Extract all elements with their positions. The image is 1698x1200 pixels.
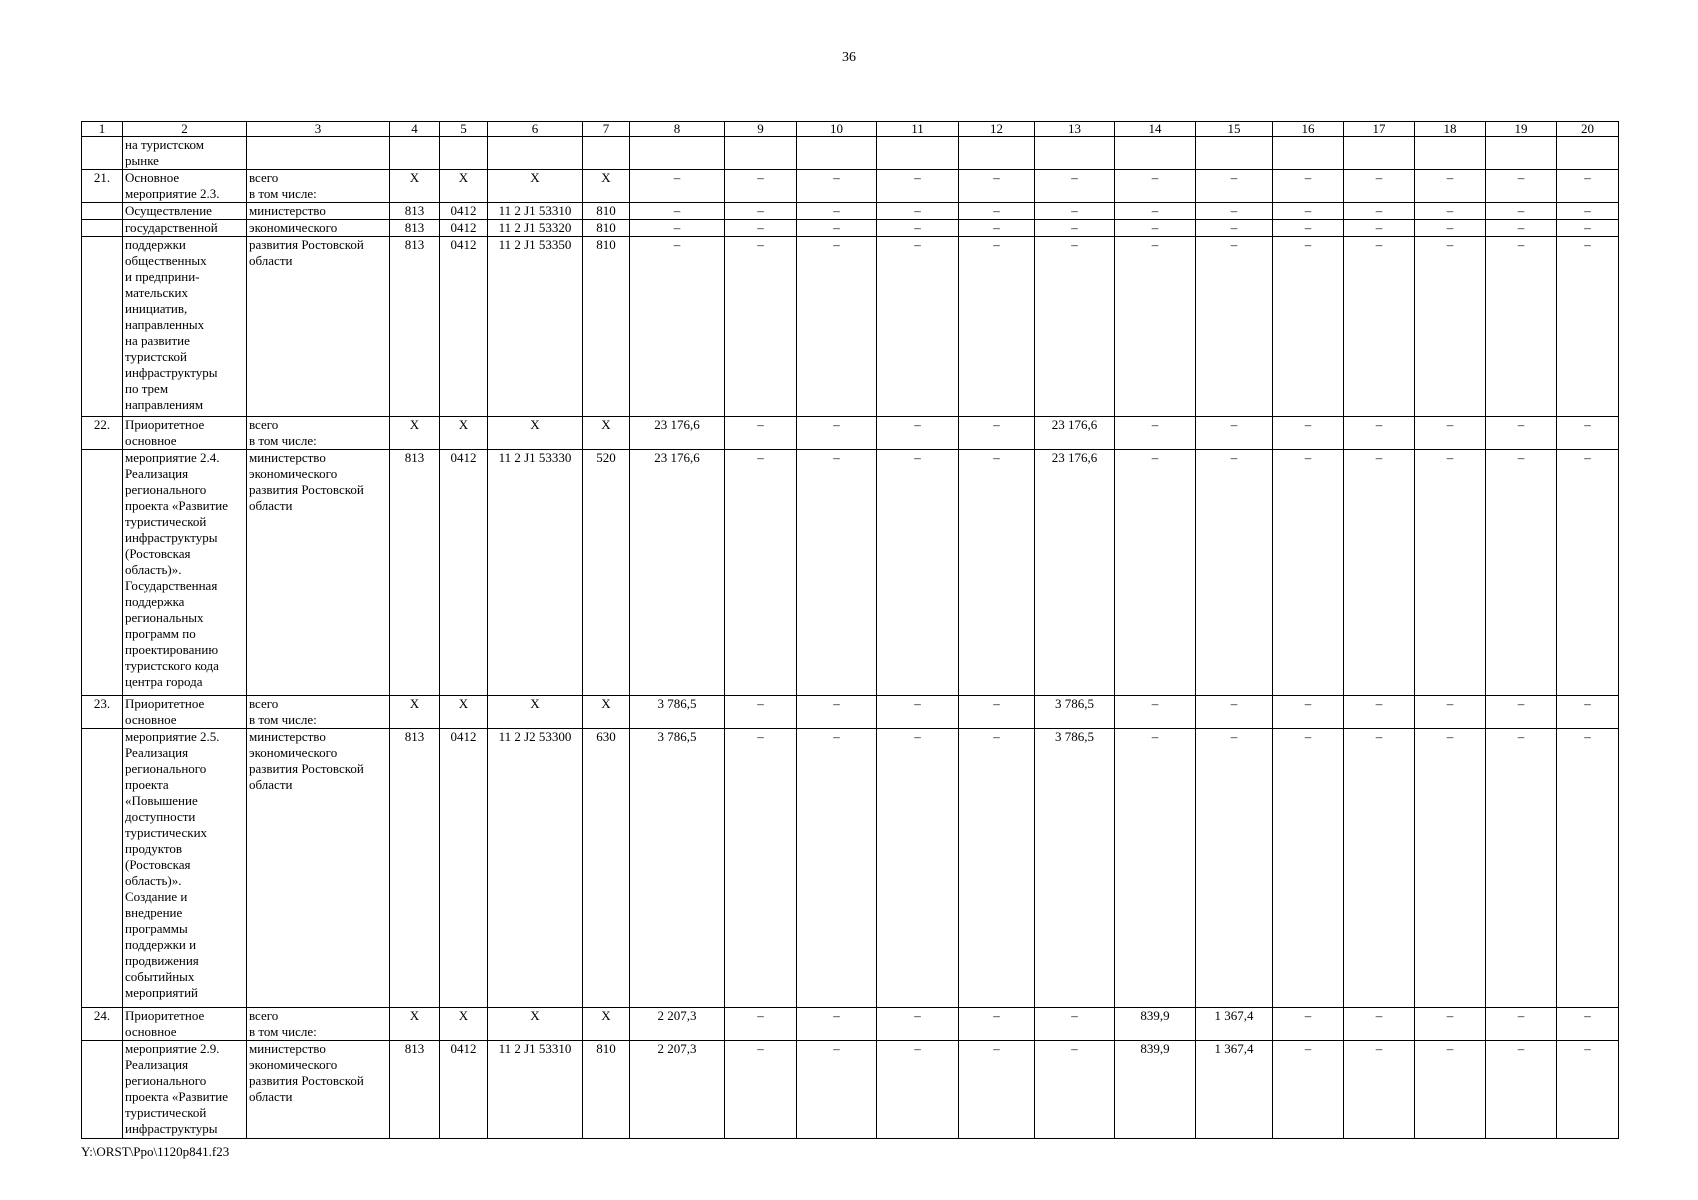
column-number: 8 [630,122,725,137]
year-amount-cell: – [1557,1041,1619,1139]
year-amount-cell: – [1273,237,1344,417]
total-amount-cell: 23 176,6 [630,450,725,696]
column-number: 12 [959,122,1035,137]
measure-name-cell: Приоритетное основное [123,696,247,729]
column-number-row [82,122,1619,137]
executor-cell: экономического [247,220,390,237]
row-number-cell: 24. [82,1008,123,1041]
year-amount-cell: – [877,203,959,220]
year-amount-cell: – [959,1008,1035,1041]
year-amount-cell [1344,137,1415,170]
column-number: 14 [1115,122,1196,137]
section-code-cell: 0412 [440,450,488,696]
year-amount-cell: – [1273,170,1344,203]
year-amount-cell: – [725,696,797,729]
year-amount-cell: – [1486,417,1557,450]
total-amount-cell: 2 207,3 [630,1041,725,1139]
year-amount-cell: – [959,237,1035,417]
year-amount-cell: – [1344,1008,1415,1041]
target-article-code-cell: 11 2 J1 53310 [488,1041,583,1139]
year-amount-cell: – [1344,237,1415,417]
expense-type-code-cell: Х [583,1008,630,1041]
year-amount-cell: – [797,220,877,237]
measure-name-cell: Осуществление [123,203,247,220]
year-amount-cell: – [1035,1041,1115,1139]
table-row [82,1041,1619,1139]
year-amount-cell: – [1415,237,1486,417]
year-amount-cell: – [877,220,959,237]
target-article-code-cell: Х [488,417,583,450]
executor-cell: министерство экономического развития Ростовской области [247,729,390,1008]
year-amount-cell: – [797,1041,877,1139]
year-amount-cell: – [1115,729,1196,1008]
year-amount-cell: – [1115,203,1196,220]
measure-name-cell: на туристском рынке [123,137,247,170]
year-amount-cell: – [877,237,959,417]
measure-name-cell: Основное мероприятие 2.3. [123,170,247,203]
year-amount-cell: – [1557,696,1619,729]
year-amount-cell [1273,137,1344,170]
year-amount-cell: – [1035,220,1115,237]
year-amount-cell [877,137,959,170]
expense-type-code-cell: 810 [583,1041,630,1139]
target-article-code-cell: 11 2 J1 53350 [488,237,583,417]
table-row [82,170,1619,203]
row-number-cell [82,137,123,170]
column-number: 5 [440,122,488,137]
page-number: 36 [842,50,856,65]
year-amount-cell: – [959,729,1035,1008]
total-amount-cell: – [630,203,725,220]
year-amount-cell: – [1035,1008,1115,1041]
row-number-cell [82,450,123,696]
year-amount-cell: – [1196,417,1273,450]
column-number: 15 [1196,122,1273,137]
section-code-cell: 0412 [440,203,488,220]
year-amount-cell: – [877,1041,959,1139]
year-amount-cell: – [1035,170,1115,203]
executor-cell: министерство экономического развития Ростовской области [247,1041,390,1139]
year-amount-cell: – [1344,203,1415,220]
year-amount-cell: – [959,1041,1035,1139]
expense-type-code-cell: 810 [583,220,630,237]
section-code-cell: Х [440,417,488,450]
target-article-code-cell: 11 2 J1 53330 [488,450,583,696]
year-amount-cell: 23 176,6 [1035,417,1115,450]
ministry-code-cell: 813 [390,1041,440,1139]
column-number: 9 [725,122,797,137]
row-number-cell [82,237,123,417]
row-number-cell: 23. [82,696,123,729]
year-amount-cell: – [797,170,877,203]
year-amount-cell: – [1557,417,1619,450]
year-amount-cell: – [797,729,877,1008]
year-amount-cell: – [725,1008,797,1041]
total-amount-cell: – [630,237,725,417]
year-amount-cell [1196,137,1273,170]
measure-name-cell: государственной [123,220,247,237]
target-article-code-cell: Х [488,1008,583,1041]
column-number: 6 [488,122,583,137]
table-row [82,220,1619,237]
ministry-code-cell: 813 [390,450,440,696]
row-number-cell [82,1041,123,1139]
target-article-code-cell: Х [488,170,583,203]
section-code-cell: 0412 [440,237,488,417]
year-amount-cell: – [1486,450,1557,696]
year-amount-cell: – [1415,450,1486,696]
year-amount-cell: – [1115,696,1196,729]
row-number-cell: 21. [82,170,123,203]
expense-type-code-cell: 630 [583,729,630,1008]
year-amount-cell: – [1415,220,1486,237]
year-amount-cell: – [1486,237,1557,417]
ministry-code-cell: 813 [390,729,440,1008]
year-amount-cell: – [1415,417,1486,450]
executor-cell: всего в том числе: [247,696,390,729]
year-amount-cell: – [1273,1008,1344,1041]
year-amount-cell: – [959,220,1035,237]
table-row [82,137,1619,170]
target-article-code-cell: 11 2 J2 53300 [488,729,583,1008]
year-amount-cell: – [1415,1041,1486,1139]
year-amount-cell [959,137,1035,170]
year-amount-cell: – [1557,220,1619,237]
year-amount-cell: – [797,237,877,417]
year-amount-cell: – [1196,170,1273,203]
year-amount-cell: – [1557,237,1619,417]
year-amount-cell: – [877,450,959,696]
year-amount-cell: – [797,417,877,450]
year-amount-cell: – [1486,696,1557,729]
section-code-cell: 0412 [440,1041,488,1139]
year-amount-cell: – [959,203,1035,220]
total-amount-cell: 23 176,6 [630,417,725,450]
year-amount-cell: – [1557,203,1619,220]
executor-cell: всего в том числе: [247,170,390,203]
year-amount-cell: 1 367,4 [1196,1008,1273,1041]
year-amount-cell: – [1196,450,1273,696]
ministry-code-cell: 813 [390,237,440,417]
executor-cell [247,137,390,170]
row-number-cell [82,729,123,1008]
measure-name-cell: мероприятие 2.9. Реализация регионального проекта «Развитие туристической инфраструктуры [123,1041,247,1139]
year-amount-cell: – [797,203,877,220]
year-amount-cell: – [1344,450,1415,696]
year-amount-cell [1415,137,1486,170]
year-amount-cell: 23 176,6 [1035,450,1115,696]
measure-name-cell: Приоритетное основное [123,417,247,450]
year-amount-cell: – [1557,170,1619,203]
column-number: 16 [1273,122,1344,137]
year-amount-cell: – [1415,729,1486,1008]
target-article-code-cell [488,137,583,170]
year-amount-cell [725,137,797,170]
column-number: 18 [1415,122,1486,137]
year-amount-cell: 839,9 [1115,1008,1196,1041]
expense-type-code-cell [583,137,630,170]
year-amount-cell: – [1196,203,1273,220]
year-amount-cell: 3 786,5 [1035,729,1115,1008]
total-amount-cell: – [630,220,725,237]
total-amount-cell: 3 786,5 [630,729,725,1008]
year-amount-cell: – [1415,203,1486,220]
year-amount-cell: – [1486,203,1557,220]
year-amount-cell: – [1486,1041,1557,1139]
year-amount-cell: – [1115,170,1196,203]
column-number: 3 [247,122,390,137]
column-number: 7 [583,122,630,137]
year-amount-cell: – [877,417,959,450]
year-amount-cell: – [725,450,797,696]
year-amount-cell: – [959,450,1035,696]
table-row [82,1008,1619,1041]
year-amount-cell: – [1344,170,1415,203]
table-row [82,696,1619,729]
row-number-cell [82,220,123,237]
year-amount-cell: 839,9 [1115,1041,1196,1139]
year-amount-cell: – [1486,729,1557,1008]
year-amount-cell: – [959,170,1035,203]
total-amount-cell [630,137,725,170]
year-amount-cell: 1 367,4 [1196,1041,1273,1139]
measure-name-cell: мероприятие 2.4. Реализация регионального проекта «Развитие туристической инфраструктуры (Ростовская область)». Государственная поддержка региональных программ по проектированию туристского кода центра города [123,450,247,696]
year-amount-cell: – [725,417,797,450]
table-row [82,203,1619,220]
total-amount-cell: 3 786,5 [630,696,725,729]
year-amount-cell: – [877,729,959,1008]
year-amount-cell: – [877,1008,959,1041]
year-amount-cell: – [959,417,1035,450]
year-amount-cell: – [1273,1041,1344,1139]
expense-type-code-cell: Х [583,417,630,450]
year-amount-cell: – [1115,450,1196,696]
year-amount-cell: – [1196,237,1273,417]
year-amount-cell: – [1415,1008,1486,1041]
column-number: 20 [1557,122,1619,137]
year-amount-cell: – [1344,1041,1415,1139]
ministry-code-cell: 813 [390,220,440,237]
ministry-code-cell: Х [390,417,440,450]
year-amount-cell: – [725,170,797,203]
row-number-cell [82,203,123,220]
total-amount-cell: – [630,170,725,203]
year-amount-cell: – [725,729,797,1008]
table-row [82,450,1619,696]
table-row [82,417,1619,450]
year-amount-cell: 3 786,5 [1035,696,1115,729]
year-amount-cell [797,137,877,170]
year-amount-cell: – [1486,170,1557,203]
year-amount-cell: – [1344,417,1415,450]
budget-table [81,121,1619,1139]
file-path-footer: Y:\ORST\Ppo\1120p841.f23 [81,1144,230,1159]
executor-cell: министерство [247,203,390,220]
year-amount-cell: – [1557,729,1619,1008]
year-amount-cell [1557,137,1619,170]
target-article-code-cell: Х [488,696,583,729]
year-amount-cell: – [797,1008,877,1041]
year-amount-cell: – [1196,220,1273,237]
column-number: 4 [390,122,440,137]
year-amount-cell: – [797,696,877,729]
column-number: 17 [1344,122,1415,137]
executor-cell: всего в том числе: [247,417,390,450]
year-amount-cell [1035,137,1115,170]
year-amount-cell: – [1486,1008,1557,1041]
section-code-cell: 0412 [440,220,488,237]
section-code-cell: Х [440,1008,488,1041]
ministry-code-cell [390,137,440,170]
column-number: 19 [1486,122,1557,137]
year-amount-cell: – [1115,220,1196,237]
column-number: 11 [877,122,959,137]
ministry-code-cell: Х [390,1008,440,1041]
expense-type-code-cell: Х [583,170,630,203]
row-number-cell: 22. [82,417,123,450]
ministry-code-cell: Х [390,696,440,729]
year-amount-cell: – [797,450,877,696]
year-amount-cell: – [1196,729,1273,1008]
year-amount-cell: – [725,237,797,417]
year-amount-cell: – [1273,417,1344,450]
section-code-cell: Х [440,696,488,729]
year-amount-cell: – [1115,417,1196,450]
year-amount-cell: – [1273,729,1344,1008]
year-amount-cell: – [1035,203,1115,220]
ministry-code-cell: 813 [390,203,440,220]
year-amount-cell: – [725,220,797,237]
year-amount-cell: – [1273,203,1344,220]
year-amount-cell: – [1196,696,1273,729]
section-code-cell: Х [440,170,488,203]
total-amount-cell: 2 207,3 [630,1008,725,1041]
column-number: 13 [1035,122,1115,137]
measure-name-cell: поддержки общественных и предприни- мательских инициатив, направленных на развитие туристской инфраструктуры по трем направлениям [123,237,247,417]
section-code-cell: 0412 [440,729,488,1008]
year-amount-cell: – [1344,696,1415,729]
executor-cell: всего в том числе: [247,1008,390,1041]
table-row [82,237,1619,417]
table-row [82,729,1619,1008]
year-amount-cell: – [725,1041,797,1139]
ministry-code-cell: Х [390,170,440,203]
year-amount-cell: – [1486,220,1557,237]
year-amount-cell: – [877,170,959,203]
expense-type-code-cell: Х [583,696,630,729]
executor-cell: развития Ростовской области [247,237,390,417]
expense-type-code-cell: 810 [583,203,630,220]
year-amount-cell: – [1035,237,1115,417]
year-amount-cell [1486,137,1557,170]
year-amount-cell: – [1273,696,1344,729]
column-number: 2 [123,122,247,137]
year-amount-cell: – [1115,237,1196,417]
year-amount-cell: – [1557,1008,1619,1041]
year-amount-cell [1115,137,1196,170]
year-amount-cell: – [1273,450,1344,696]
measure-name-cell: Приоритетное основное [123,1008,247,1041]
target-article-code-cell: 11 2 J1 53320 [488,220,583,237]
year-amount-cell: – [1344,729,1415,1008]
executor-cell: министерство экономического развития Ростовской области [247,450,390,696]
year-amount-cell: – [1273,220,1344,237]
column-number: 1 [82,122,123,137]
column-number: 10 [797,122,877,137]
year-amount-cell: – [725,203,797,220]
year-amount-cell: – [1344,220,1415,237]
year-amount-cell: – [959,696,1035,729]
target-article-code-cell: 11 2 J1 53310 [488,203,583,220]
expense-type-code-cell: 520 [583,450,630,696]
section-code-cell [440,137,488,170]
measure-name-cell: мероприятие 2.5. Реализация регионального проекта «Повышение доступности туристических продуктов (Ростовская область)». Создание и внедрение программы поддержки и продвижения событийных мероприятий [123,729,247,1008]
year-amount-cell: – [1415,696,1486,729]
year-amount-cell: – [877,696,959,729]
year-amount-cell: – [1415,170,1486,203]
expense-type-code-cell: 810 [583,237,630,417]
year-amount-cell: – [1557,450,1619,696]
